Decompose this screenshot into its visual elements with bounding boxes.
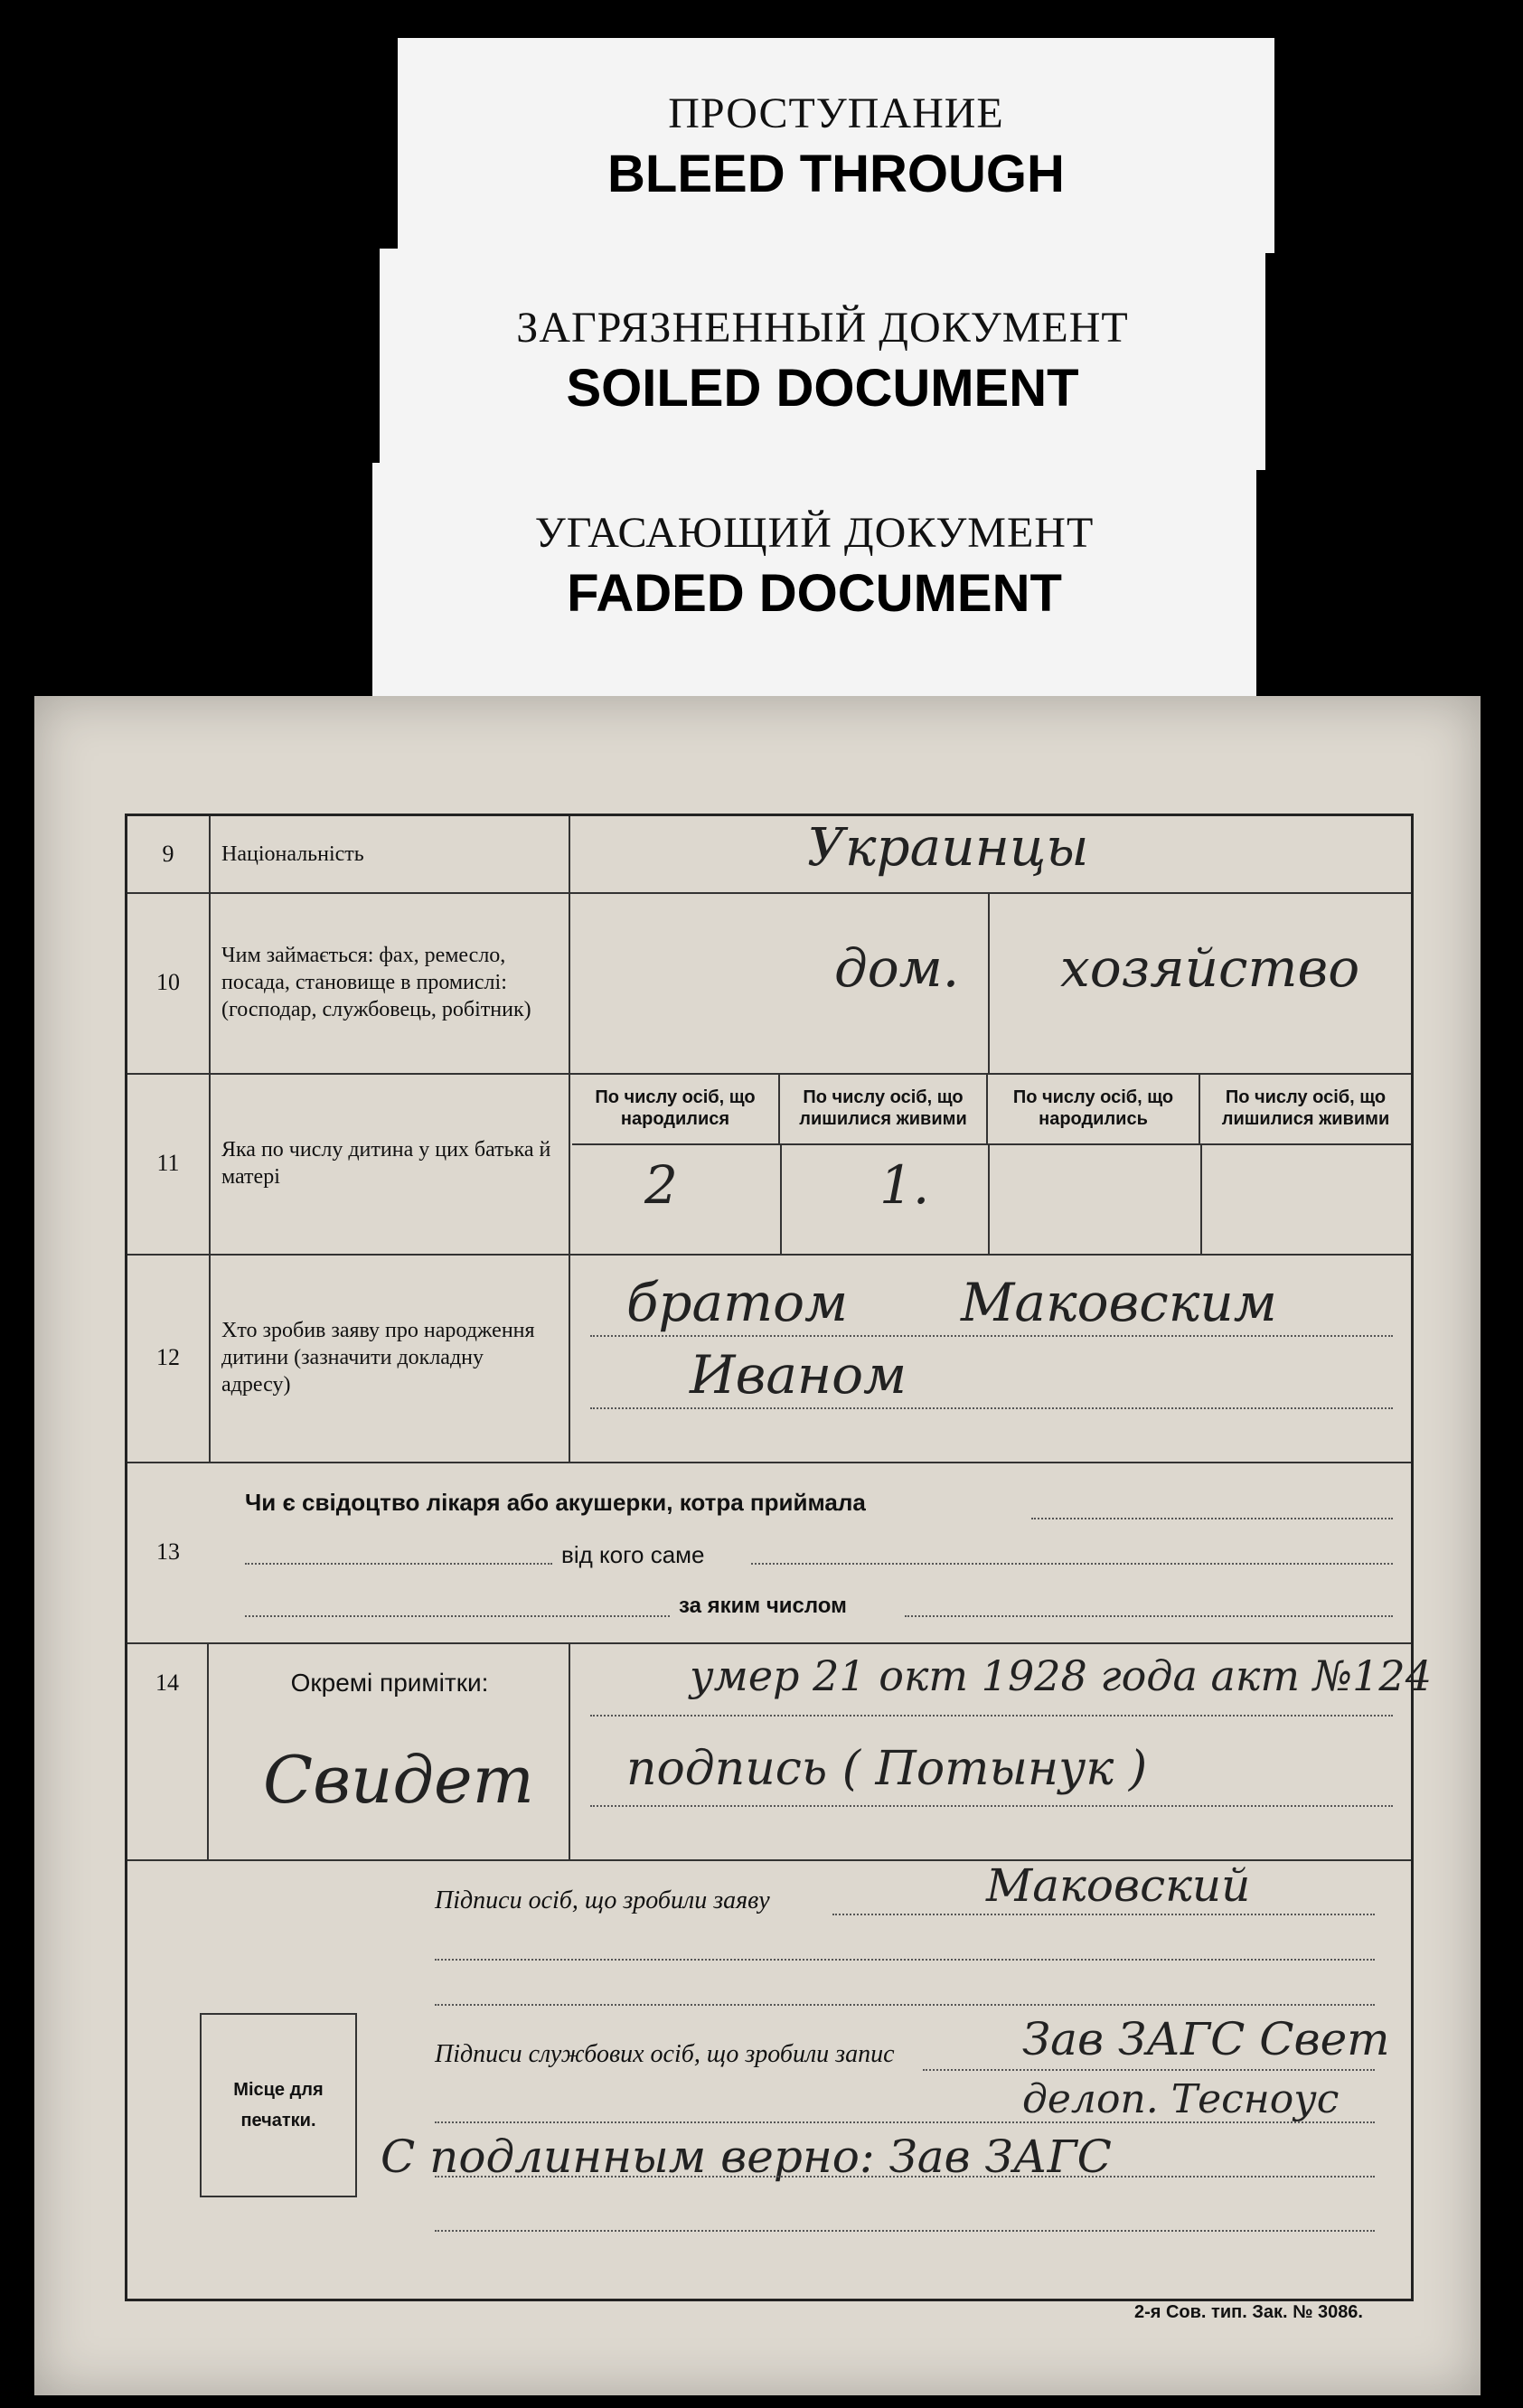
handwritten-value: Иваном bbox=[690, 1344, 907, 1406]
card-en-title: FADED DOCUMENT bbox=[567, 564, 1062, 623]
dotted-line bbox=[245, 1615, 670, 1617]
column-header: По числу осіб, що народилися bbox=[572, 1073, 780, 1145]
dotted-line bbox=[435, 1959, 1375, 1961]
dotted-line bbox=[245, 1563, 552, 1565]
row-number: 9 bbox=[127, 816, 211, 892]
dotted-line bbox=[435, 2176, 1375, 2178]
column-header: По числу осіб, що лишилися живими bbox=[780, 1073, 988, 1145]
handwritten-signature: Зав ЗАГС Свет bbox=[1022, 2013, 1390, 2065]
handwritten-value: братом bbox=[626, 1272, 849, 1333]
row-label: Хто зробив заяву про народження дитини (зазначити докладну адресу) bbox=[211, 1254, 570, 1462]
count-cell bbox=[572, 1145, 782, 1254]
handwritten-value: 1. bbox=[879, 1154, 930, 1216]
handwritten-certification: С подлинным верно: Зав ЗАГС bbox=[381, 2131, 1112, 2183]
dotted-line bbox=[923, 2069, 1375, 2071]
question-text: за яким числом bbox=[679, 1594, 847, 1618]
dotted-line bbox=[1031, 1518, 1393, 1519]
row-value bbox=[572, 1254, 1411, 1462]
row-number: 11 bbox=[127, 1073, 211, 1254]
dotted-line bbox=[832, 1914, 1375, 1915]
dotted-line bbox=[435, 2230, 1375, 2232]
stamp-place bbox=[200, 2013, 357, 2197]
handwritten-value: 2 bbox=[644, 1154, 678, 1216]
dotted-line bbox=[590, 1805, 1393, 1807]
card-ru-title: ЗАГРЯЗНЕННЫЙ ДОКУМЕНТ bbox=[516, 304, 1129, 352]
column-header: По числу осіб, що народились bbox=[988, 1073, 1200, 1145]
handwritten-value: подпись ( Потынук ) bbox=[626, 1742, 1148, 1796]
handwritten-value: Маковским bbox=[961, 1272, 1277, 1333]
row-child-order bbox=[127, 1073, 1411, 1256]
dotted-line bbox=[905, 1615, 1393, 1617]
soiled-document-card bbox=[380, 249, 1265, 470]
row-value bbox=[572, 1073, 1411, 1254]
handwritten-value: Украинцы bbox=[807, 816, 1089, 878]
card-en-title: BLEED THROUGH bbox=[607, 145, 1065, 203]
birth-record-form bbox=[125, 814, 1432, 2301]
handwritten-signature: Маковский bbox=[986, 1859, 1251, 1912]
signature-caption: Підписи службових осіб, що зробили запис bbox=[435, 2040, 895, 2068]
signatures-block bbox=[127, 1859, 1411, 2299]
stamp-label: Місце для bbox=[233, 2080, 324, 2100]
dotted-line bbox=[590, 1335, 1393, 1337]
handwritten-note: Свидет bbox=[263, 1742, 534, 1818]
signature-caption: Підписи осіб, що зробили заяву bbox=[435, 1886, 770, 1914]
row-nationality bbox=[127, 816, 1411, 894]
handwritten-value: умер 21 окт 1928 года акт №124 bbox=[690, 1651, 1432, 1700]
row-label: Яка по числу дитина у цих батька й матері bbox=[211, 1073, 570, 1254]
question-text: Чи є свідоцтво лікаря або акушерки, котра приймала bbox=[245, 1489, 866, 1516]
row-value bbox=[572, 1642, 1432, 1859]
row-label: Окремі примітки: bbox=[290, 1669, 489, 1697]
row-number: 12 bbox=[127, 1254, 211, 1462]
question-text: від кого саме bbox=[561, 1541, 705, 1568]
row-label: Національність bbox=[211, 816, 570, 892]
card-ru-title: УГАСАЮЩИЙ ДОКУМЕНТ bbox=[534, 509, 1095, 557]
row-declarant bbox=[127, 1254, 1411, 1463]
row-number: 10 bbox=[127, 892, 211, 1073]
count-cell bbox=[780, 1145, 990, 1254]
bleed-through-card bbox=[398, 38, 1274, 253]
dotted-line bbox=[590, 1715, 1393, 1717]
row-number: 14 bbox=[127, 1642, 209, 1859]
handwritten-value: хозяйство bbox=[1060, 937, 1360, 999]
dotted-line bbox=[435, 2121, 1375, 2123]
row-value bbox=[572, 816, 1411, 892]
handwritten-signature: делоп. Тесноус bbox=[1022, 2076, 1340, 2122]
faded-document-card bbox=[372, 463, 1256, 700]
row-number: 13 bbox=[156, 1538, 180, 1565]
dotted-line bbox=[751, 1563, 1393, 1565]
count-cell bbox=[988, 1145, 1202, 1254]
column-divider bbox=[988, 892, 990, 1073]
row-occupation bbox=[127, 892, 1411, 1075]
card-en-title: SOILED DOCUMENT bbox=[566, 359, 1079, 418]
column-header: По числу осіб, що лишилися живими bbox=[1200, 1073, 1411, 1145]
row-remarks bbox=[127, 1642, 1432, 1861]
stamp-label: печатки. bbox=[240, 2111, 316, 2131]
dotted-line bbox=[435, 2004, 1375, 2006]
row-label: Чим займається: фах, ремесло, посада, становище в промислі: (господар, службовець, робітник) bbox=[211, 892, 570, 1073]
row-medical-certificate bbox=[127, 1462, 1411, 1644]
document-page bbox=[34, 696, 1481, 2395]
row-value bbox=[572, 892, 1411, 1073]
card-ru-title: ПРОСТУПАНИЕ bbox=[668, 89, 1004, 137]
handwritten-value: дом. bbox=[834, 937, 960, 999]
dotted-line bbox=[590, 1407, 1393, 1409]
count-cell bbox=[1200, 1145, 1411, 1254]
printer-footer: 2-я Сов. тип. Зак. № 3086. bbox=[1133, 2302, 1363, 2322]
